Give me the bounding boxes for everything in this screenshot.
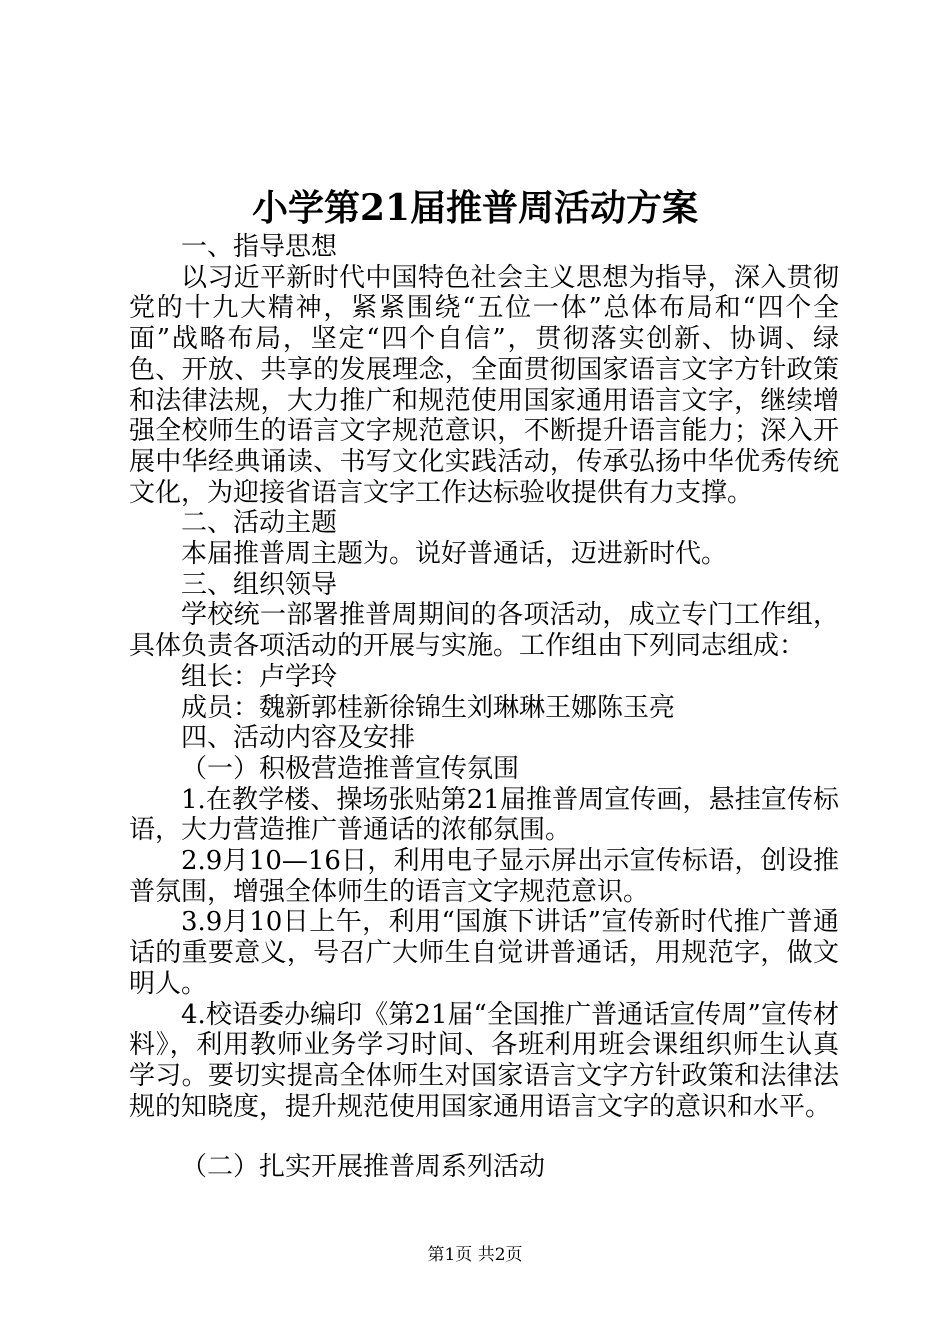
page-number-footer: 第1页 共2页 xyxy=(427,1245,523,1265)
paragraph-guiding-ideology: 以习近平新时代中国特色社会主义思想为指导，深入贯彻党的十九大精神，紧紧围绕“五位一体”总体布局和“四个全面”战略布局，坚定“四个自信”，贯彻落实创新、协调、绿色、开放、共享的发展理念，全面贯彻国家语言文字方针政策和法律法规，大力推广和规范使用国家通用语言文字，继续增强全校师生的语言文字规范意识，不断提升语言能力；深入开展中华经典诵读、书写文化实践活动，传承弘扬中华优秀传统文化，为迎接省语言文字工作达标验收提供有力支撑。 xyxy=(129,262,839,508)
document-title: 小学第21届推普周活动方案 xyxy=(251,187,699,229)
list-item-3: 3.9月10日上午，利用“国旗下讲话”宣传新时代推广普通话的重要意义，号召广大师生自觉讲普通话，用规范字，做文明人。 xyxy=(129,907,839,999)
document-body xyxy=(129,232,839,1183)
list-item-4: 4.校语委办编印《第21届“全国推广普通话宣传周”宣传材料》，利用教师业务学习时间、各班利用班会课组织师生认真学习。要切实提高全体师生对国家语言文字方针政策和法律法规的知晓度，提升规范使用国家通用语言文字的意识和水平。 xyxy=(129,999,839,1122)
paragraph-organization: 学校统一部署推普周期间的各项活动，成立专门工作组，具体负责各项活动的开展与实施。工作组由下列同志组成： xyxy=(129,600,839,662)
paragraph-group-members: 成员：魏新郭桂新徐锦生刘琳琳王娜陈玉亮 xyxy=(181,692,676,723)
paragraph-group-leader: 组长：卢学玲 xyxy=(181,661,338,692)
list-item-1: 1.在教学楼、操场张贴第21届推普周宣传画，悬挂宣传标语，大力营造推广普通话的浓郁氛围。 xyxy=(129,784,839,846)
subsection-heading-publicity: （一）积极营造推普宣传氛围 xyxy=(181,753,520,784)
section-heading-activity-theme: 二、活动主题 xyxy=(181,508,338,539)
paragraph-activity-theme: 本届推普周主题为。说好普通话，迈进新时代。 xyxy=(181,539,728,570)
section-heading-activities: 四、活动内容及安排 xyxy=(181,723,416,754)
section-heading-guiding-ideology: 一、指导思想 xyxy=(181,232,338,262)
subsection-heading-series-activities: （二）扎实开展推普周系列活动 xyxy=(181,1152,546,1183)
list-item-2: 2.9月10—16日，利用电子显示屏出示宣传标语，创设推普氛围，增强全体师生的语言文字规范意识。 xyxy=(129,846,839,907)
section-heading-organization: 三、组织领导 xyxy=(181,569,338,600)
